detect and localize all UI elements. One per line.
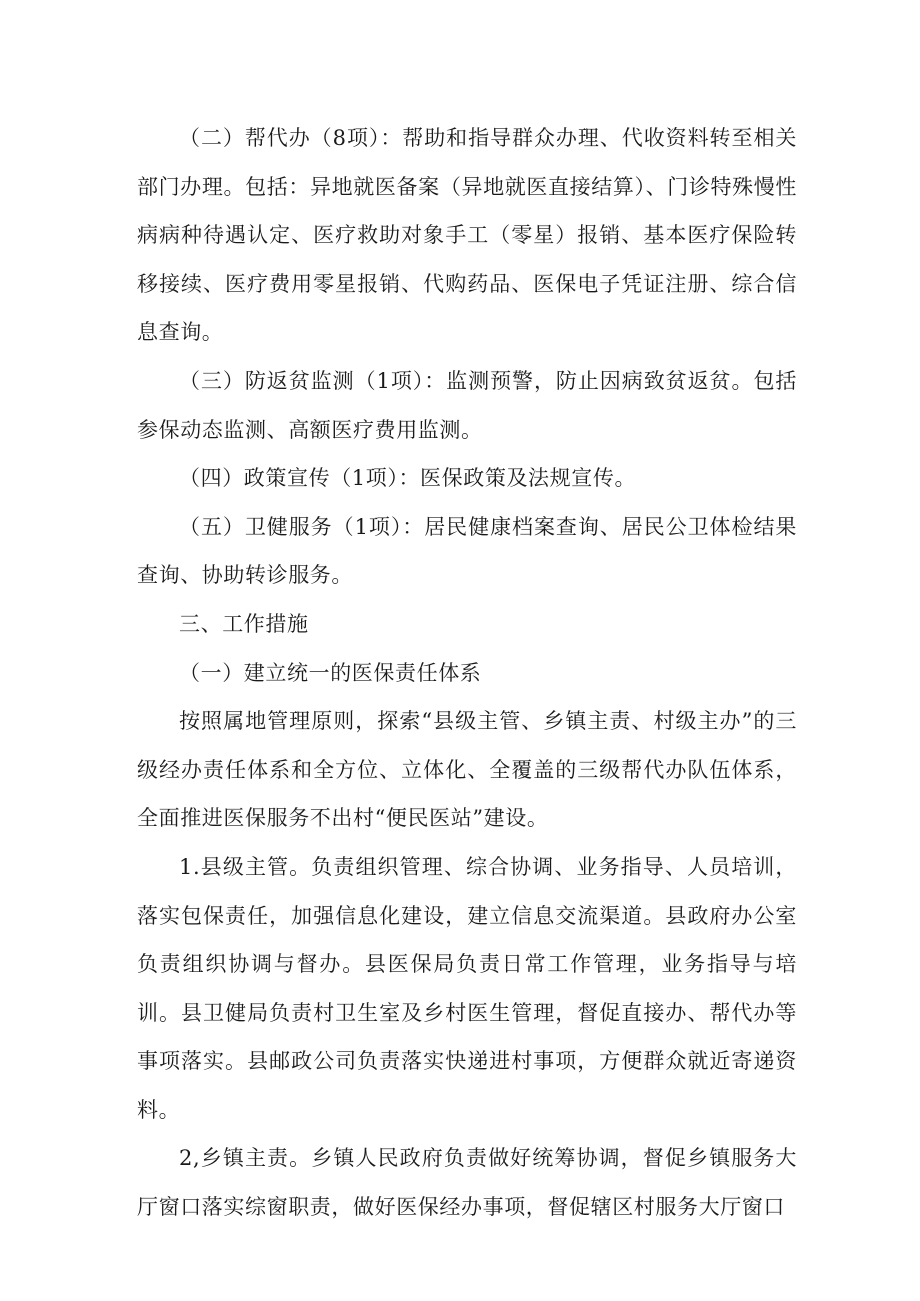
paragraph-poverty-monitoring: （三）防返贫监测（1项）：监测预警，防止因病致贫返贫。包括参保动态监测、高额医疗费用监测。: [137, 368, 797, 442]
subsection-heading-responsibility-system: （一）建立统一的医保责任体系: [179, 660, 482, 685]
paragraph-health-service: （五）卫健服务（1项）：居民健康档案查询、居民公卫体检结果查询、协助转诊服务。: [137, 514, 797, 588]
paragraph-territorial-management: 按照属地管理原则，探索“县级主管、乡镇主责、村级主办”的三级经办责任体系和全方位、立体化、全覆盖的三级帮代办队伍体系，全面推进医保服务不出村“便民医站”建设。: [137, 709, 797, 831]
paragraph-policy-publicity: （四）政策宣传（1项）：医保政策及法规宣传。: [179, 466, 637, 491]
document-body: [137, 114, 797, 1232]
paragraph-county-level: 1.县级主管。负责组织管理、综合协调、业务指导、人员培训，落实包保责任，加强信息化建设，建立信息交流渠道。县政府办公室负责组织协调与督办。县医保局负责日常工作管理，业务指导与培训。县卫健局负责村卫生室及乡村医生管理，督促直接办、帮代办等事项落实。县邮政公司负责落实快递进村事项，方便群众就近寄递资料。: [137, 854, 797, 1122]
paragraph-agency-service: （二）帮代办（8项）：帮助和指导群众办理、代收资料转至相关部门办理。包括：异地就医备案（异地就医直接结算）、门诊特殊慢性病病种待遇认定、医疗救助对象手工（零星）报销、基本医疗保险转移接续、医疗费用零星报销、代购药品、医保电子凭证注册、综合信息查询。: [137, 126, 797, 345]
section-heading-work-measures: 三、工作措施: [179, 611, 309, 636]
paragraph-township-level: 2,乡镇主责。乡镇人民政府负责做好统筹协调，督促乡镇服务大厅窗口落实综窗职责，做好医保经办事项，督促辖区村服务大厅窗口: [137, 1146, 797, 1220]
